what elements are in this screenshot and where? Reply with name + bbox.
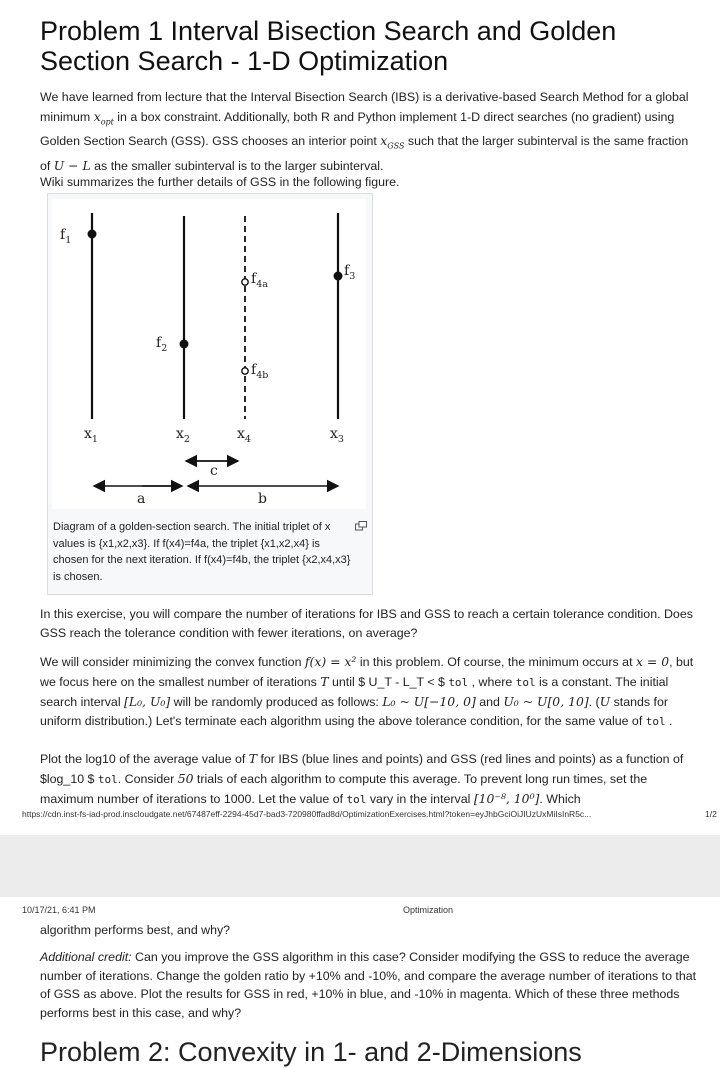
continued-text: algorithm performs best, and why? bbox=[40, 923, 231, 937]
enlarge-icon[interactable] bbox=[355, 521, 367, 531]
label-f3: $f_3$ bbox=[344, 263, 356, 282]
math-u-minus-l: U − L bbox=[53, 157, 91, 173]
print-date: 10/17/21, 6:41 PM bbox=[22, 905, 96, 915]
intro-paragraph: We have learned from lecture that the Interval Bisection Search (IBS) is a derivative-based Search Method for a global minimum $x_{opt}$ in a box constraint. Additionally, both R and Python implement 1-D direct searches (no gradient) using Golden Section Search (GSS). GSS chooses an interior point $x_{GSS}$ such that the larger subinterval is the same fraction of U − L as the smaller subinterval is to the larger subinterval. bbox=[40, 90, 689, 173]
label-c: c bbox=[210, 463, 218, 479]
pdf-page-2 bbox=[0, 897, 720, 1067]
problem-title: Problem 1 Interval Bisection Search and Golden Section Search - 1-D Optimization bbox=[40, 16, 617, 76]
gss-diagram bbox=[52, 199, 366, 509]
footer-url: https://cdn.inst-fs-iad-prod.inscloudgate.net/67487eff-2294-45d7-bad3-720980ffad8d/OptimizationExercises.html?token=eyJhbGciOiJIUzUxMiIsInR5c... bbox=[22, 809, 592, 819]
label-a: a bbox=[137, 491, 146, 507]
gss-diagram-svg bbox=[52, 199, 366, 509]
label-x1: $x_1$ bbox=[84, 426, 98, 445]
next-problem-heading: Problem 2: Convexity in 1- and 2-Dimensions bbox=[40, 1037, 582, 1067]
label-x4: $x_4$ bbox=[237, 426, 251, 445]
f2-point bbox=[180, 340, 189, 349]
label-f4b: $f_{4b}$ bbox=[251, 362, 269, 381]
print-doc-title: Optimization bbox=[403, 905, 454, 915]
label-x3: $x_3$ bbox=[330, 426, 344, 445]
exercise-paragraph: In this exercise, you will compare the number of iterations for IBS and GSS to reach a certain tolerance condition. Does GSS reach the tolerance condition with fewer iterations, on average? bbox=[40, 607, 693, 640]
plot-paragraph: Plot the log10 of the average value of T for IBS (blue lines and points) and GSS (red lines and points) as a function of $log_10 $ tol. Consider 50 trials of each algorithm to compute this average. To prevent long run times, set the maximum number of iterations to 1000. Let the value of tol vary in the interval [10⁻⁸, 10⁰]. Which bbox=[40, 751, 684, 806]
label-f1: $f_1$ bbox=[60, 227, 72, 246]
additional-credit-paragraph: Additional credit: Can you improve the GSS algorithm in this case? Consider modifying the GSS to reduce the average number of iterations. Change the golden ratio by +10% and -10%, and compare the average number of iterations to that of GSS as above. Plot the results for GSS in red, +10% in blue, and -10% in magenta. Which of these three methods performs best in this case, and why? bbox=[40, 950, 697, 1020]
figure-caption: Diagram of a golden-section search. The initial triplet of x values is {x1,x2,x3}. If f(x4)=f4a, the triplet {x1,x2,x4} is chosen for the next iteration. If f(x4)=f4b, the triplet {x2,x4,x3} is chosen. bbox=[53, 521, 351, 583]
wiki-line: Wiki summarizes the further details of GSS in the following figure. bbox=[40, 175, 400, 189]
convex-paragraph: We will consider minimizing the convex function f(x) = x² in this problem. Of course, the minimum occurs at x = 0, but we focus here on the smallest number of iterations T until $ U_T - L_T < $ tol , where tol is a constant. The initial search interval [L₀, U₀] will be randomly produced as follows: L₀ ~ U[−10, 0] and U₀ ~ U[0, 10]. (U stands for uniform distribution.) Let's terminate each algorithm using the above tolerance condition, for the same value of tol . bbox=[40, 654, 694, 728]
label-x2: $x_2$ bbox=[176, 426, 190, 445]
f4b-point bbox=[242, 368, 248, 374]
f1-point bbox=[88, 230, 97, 239]
f4a-point bbox=[242, 279, 248, 285]
page-gap bbox=[0, 835, 720, 897]
f3-point bbox=[334, 272, 343, 281]
math-x-gss: $x_{GSS}$ bbox=[380, 133, 405, 151]
label-b: b bbox=[258, 491, 267, 507]
gss-figure bbox=[47, 193, 373, 595]
label-f2: $f_2$ bbox=[156, 335, 168, 354]
footer-page-number: 1/2 bbox=[705, 809, 717, 819]
math-x-opt: $x_{opt}$ bbox=[93, 109, 114, 127]
label-f4a: $f_{4a}$ bbox=[251, 271, 268, 290]
